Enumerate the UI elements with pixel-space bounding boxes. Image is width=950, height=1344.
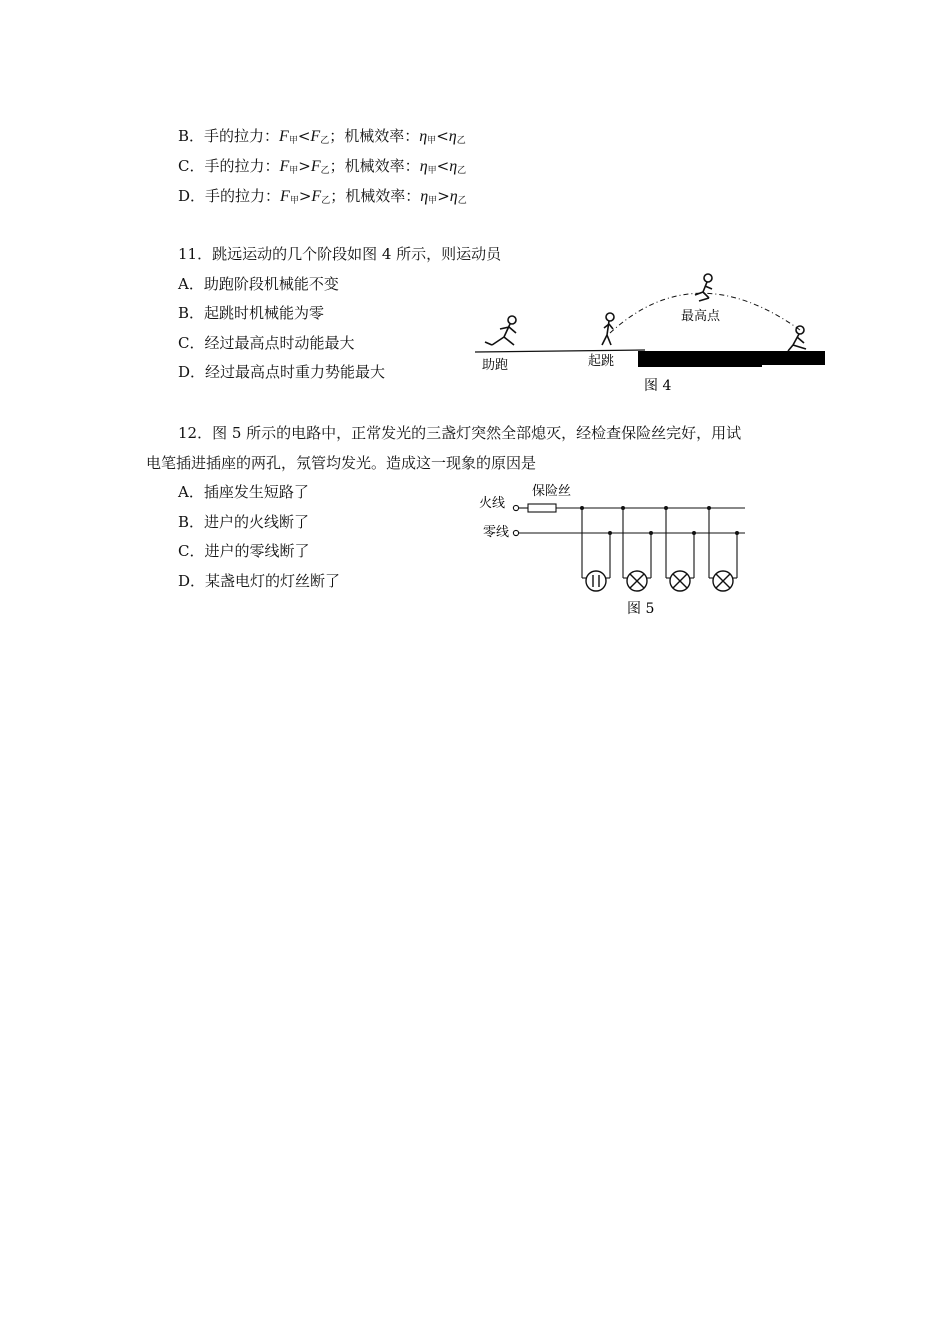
figure-5-caption: 图 5 — [627, 601, 655, 617]
q11-option-a: A．助跑阶段机械能不变 — [178, 275, 339, 293]
socket-symbol — [586, 571, 606, 591]
takeoff-figure — [602, 313, 614, 345]
runner-figure — [485, 316, 516, 345]
neutral-wire-label: 零线 — [483, 525, 510, 540]
q12-option-d: D．某盏电灯的灯丝断了 — [178, 572, 341, 590]
fuse-label: 保险丝 — [532, 484, 572, 499]
q12-option-b: B．进户的火线断了 — [178, 513, 310, 531]
q11-option-d: D．经过最高点时重力势能最大 — [178, 363, 386, 381]
q11-option-b: B．起跳时机械能为零 — [178, 304, 325, 322]
fuse-symbol — [528, 504, 556, 512]
q12-stem-line2: 电笔插进插座的两孔，氖管均发光。造成这一现象的原因是 — [146, 454, 537, 472]
q10-option-c: C．手的拉力：$F_甲>F_乙$；机械效率：$\eta_甲<\eta_乙$ — [178, 157, 467, 176]
q12-stem-line1: 12．图 5 所示的电路中，正常发光的三盏灯突然全部熄灭，经检查保险丝完好，用试 — [178, 424, 742, 442]
lamp-3-symbol — [713, 571, 733, 591]
figure-4-caption: 图 4 — [644, 378, 672, 394]
q12-option-a: A．插座发生短路了 — [178, 483, 309, 501]
lamp-1-symbol — [627, 571, 647, 591]
figure-5-circuit — [475, 478, 755, 623]
q12-option-c: C．进户的零线断了 — [178, 542, 310, 560]
landing-figure — [788, 326, 806, 351]
q11-stem: 11．跳远运动的几个阶段如图 4 所示，则运动员 — [178, 245, 502, 263]
q10-option-d: D．手的拉力：$F_甲>F_乙$；机械效率：$\eta_甲>\eta_乙$ — [178, 187, 467, 206]
q10-option-b: B．手的拉力：$F_甲<F_乙$；机械效率：$\eta_甲<\eta_乙$ — [178, 127, 466, 146]
takeoff-label: 起跳 — [588, 354, 615, 369]
figure-4-long-jump — [470, 265, 830, 395]
run-label: 助跑 — [482, 358, 509, 373]
top-point-label: 最高点 — [681, 309, 721, 324]
top-figure — [695, 274, 712, 301]
live-wire-label: 火线 — [479, 496, 506, 511]
sand-pit — [638, 351, 825, 365]
lamp-2-symbol — [670, 571, 690, 591]
q11-option-c: C．经过最高点时动能最大 — [178, 334, 355, 352]
